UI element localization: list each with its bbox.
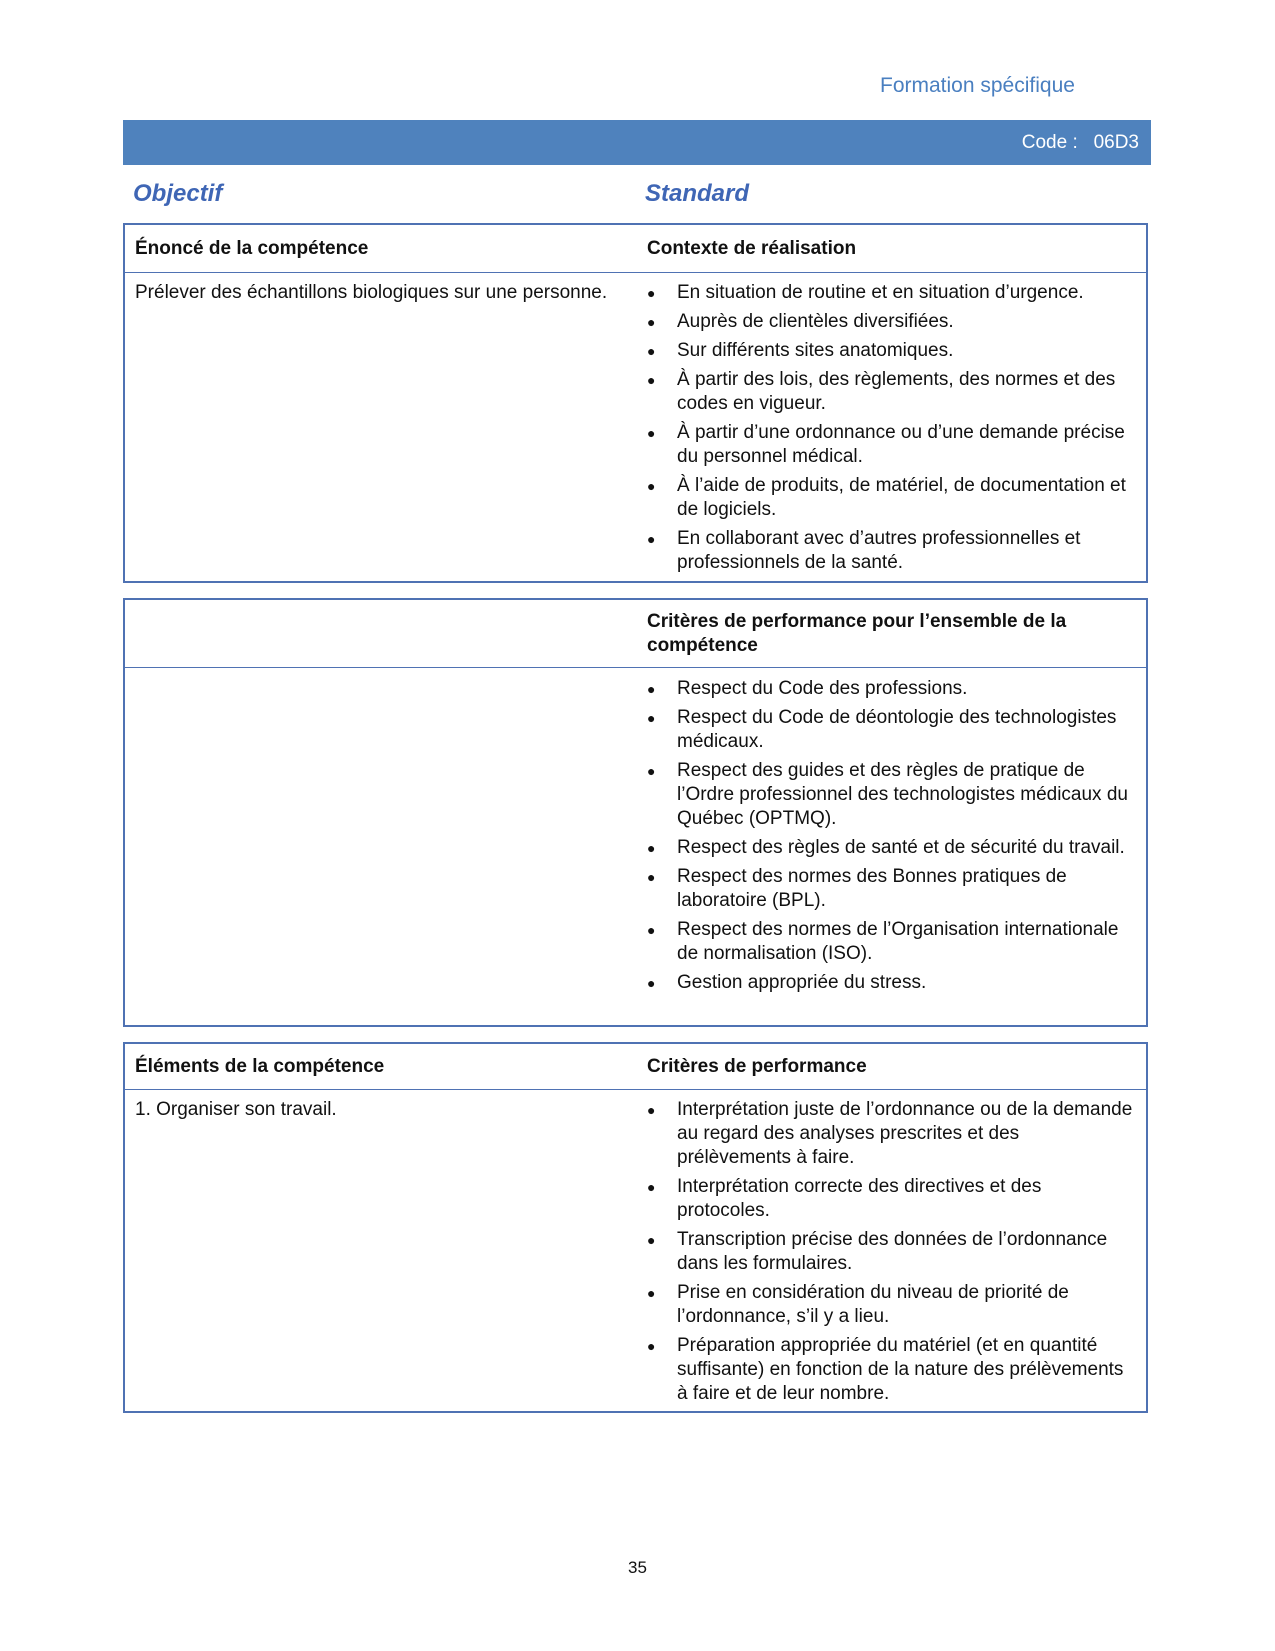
table-header-row [125, 1044, 1146, 1090]
competency-element: 1. Organiser son travail. [135, 1099, 337, 1120]
context-item-text: En situation de routine et en situation d’urgence. [677, 282, 1084, 303]
bullet-icon: ● [647, 681, 656, 697]
bullet-icon: ● [647, 869, 656, 885]
overall-criteria-header: Critères de performance pour l’ensemble de la compétence [647, 611, 1067, 656]
bullet-icon: ● [647, 425, 656, 441]
program-code: Code : 06D3 [1021, 132, 1139, 153]
document-section-label: Formation spécifique [880, 74, 1075, 97]
page-number: 35 [628, 1558, 647, 1577]
table-header-row [125, 225, 1146, 273]
context-item-text: À partir des lois, des règlements, des normes et des codes en vigueur. [677, 369, 1116, 414]
performance-criteria-list [647, 1098, 1137, 1406]
objective-heading: Objectif [133, 180, 223, 207]
bullet-icon: ● [647, 478, 656, 494]
overall-criterion [647, 677, 1137, 701]
context-item-text: En collaborant avec d’autres professionnelles et professionnels de la santé. [677, 528, 1081, 573]
overall-criterion [647, 918, 1137, 966]
bullet-icon: ● [647, 285, 656, 301]
performance-criterion-text: Préparation appropriée du matériel (et en quantité suffisante) en fonction de la nature des prélèvements à faire et de leur nombre. [677, 1335, 1124, 1404]
context-item-text: Sur différents sites anatomiques. [677, 340, 954, 361]
performance-criterion [647, 1334, 1137, 1406]
bullet-icon: ● [647, 975, 656, 991]
standard-heading: Standard [645, 180, 750, 207]
bullet-icon: ● [647, 531, 656, 547]
bullet-icon: ● [647, 343, 656, 359]
bullet-icon: ● [647, 1102, 656, 1118]
context-item [647, 310, 1137, 334]
context-item [647, 474, 1137, 522]
performance-criterion [647, 1281, 1137, 1329]
bullet-icon: ● [647, 922, 656, 938]
elements-header: Éléments de la compétence [135, 1056, 385, 1077]
bullet-icon: ● [647, 314, 656, 330]
context-item [647, 421, 1137, 469]
elements-performance-table [123, 1042, 1148, 1413]
overall-performance-table [123, 598, 1148, 1027]
overall-criterion [647, 865, 1137, 913]
code-bar [123, 120, 1151, 165]
table-header-row [125, 600, 1146, 668]
competency-context-table [123, 223, 1148, 583]
statement-header: Énoncé de la compétence [135, 238, 369, 259]
context-list [647, 281, 1137, 575]
overall-criterion [647, 759, 1137, 831]
overall-criterion [647, 971, 1137, 995]
performance-criterion-text: Interprétation juste de l’ordonnance ou de la demande au regard des analyses prescrites et des prélèvements à faire. [677, 1099, 1133, 1168]
overall-criteria-list [647, 677, 1137, 995]
bullet-icon: ● [647, 710, 656, 726]
performance-criterion-text: Transcription précise des données de l’ordonnance dans les formulaires. [677, 1229, 1108, 1274]
context-item-text: À l’aide de produits, de matériel, de documentation et de logiciels. [677, 475, 1126, 520]
overall-criterion [647, 836, 1137, 860]
context-item [647, 339, 1137, 363]
overall-criterion-text: Respect des normes de l’Organisation internationale de normalisation (ISO). [677, 919, 1119, 964]
overall-criterion-text: Respect des normes des Bonnes pratiques de laboratoire (BPL). [677, 866, 1067, 911]
overall-criterion-text: Respect des guides et des règles de pratique de l’Ordre professionnel des technologistes médicaux du Québec (OPTMQ). [677, 760, 1128, 829]
context-item-text: Auprès de clientèles diversifiées. [677, 311, 954, 332]
context-item [647, 527, 1137, 575]
performance-criteria-container [647, 1098, 1137, 1411]
context-list-container [647, 281, 1137, 580]
performance-criterion [647, 1228, 1137, 1276]
overall-criterion-text: Gestion appropriée du stress. [677, 972, 927, 993]
overall-criterion-text: Respect du Code de déontologie des technologistes médicaux. [677, 707, 1117, 752]
performance-criterion [647, 1175, 1137, 1223]
bullet-icon: ● [647, 1285, 656, 1301]
overall-criterion-text: Respect des règles de santé et de sécurité du travail. [677, 837, 1125, 858]
performance-header: Critères de performance [647, 1056, 867, 1077]
overall-criterion-text: Respect du Code des professions. [677, 678, 968, 699]
competency-statement: Prélever des échantillons biologiques sur une personne. [135, 282, 608, 303]
bullet-icon: ● [647, 763, 656, 779]
context-item [647, 281, 1137, 305]
bullet-icon: ● [647, 840, 656, 856]
overall-criteria-container [647, 677, 1137, 1000]
bullet-icon: ● [647, 372, 656, 388]
performance-criterion-text: Interprétation correcte des directives et des protocoles. [677, 1176, 1042, 1221]
performance-criterion [647, 1098, 1137, 1170]
overall-criterion [647, 706, 1137, 754]
bullet-icon: ● [647, 1179, 656, 1195]
context-header: Contexte de réalisation [647, 238, 857, 259]
context-item-text: À partir d’une ordonnance ou d’une demande précise du personnel médical. [677, 422, 1125, 467]
context-item [647, 368, 1137, 416]
performance-criterion-text: Prise en considération du niveau de priorité de l’ordonnance, s’il y a lieu. [677, 1282, 1069, 1327]
bullet-icon: ● [647, 1338, 656, 1354]
bullet-icon: ● [647, 1232, 656, 1248]
